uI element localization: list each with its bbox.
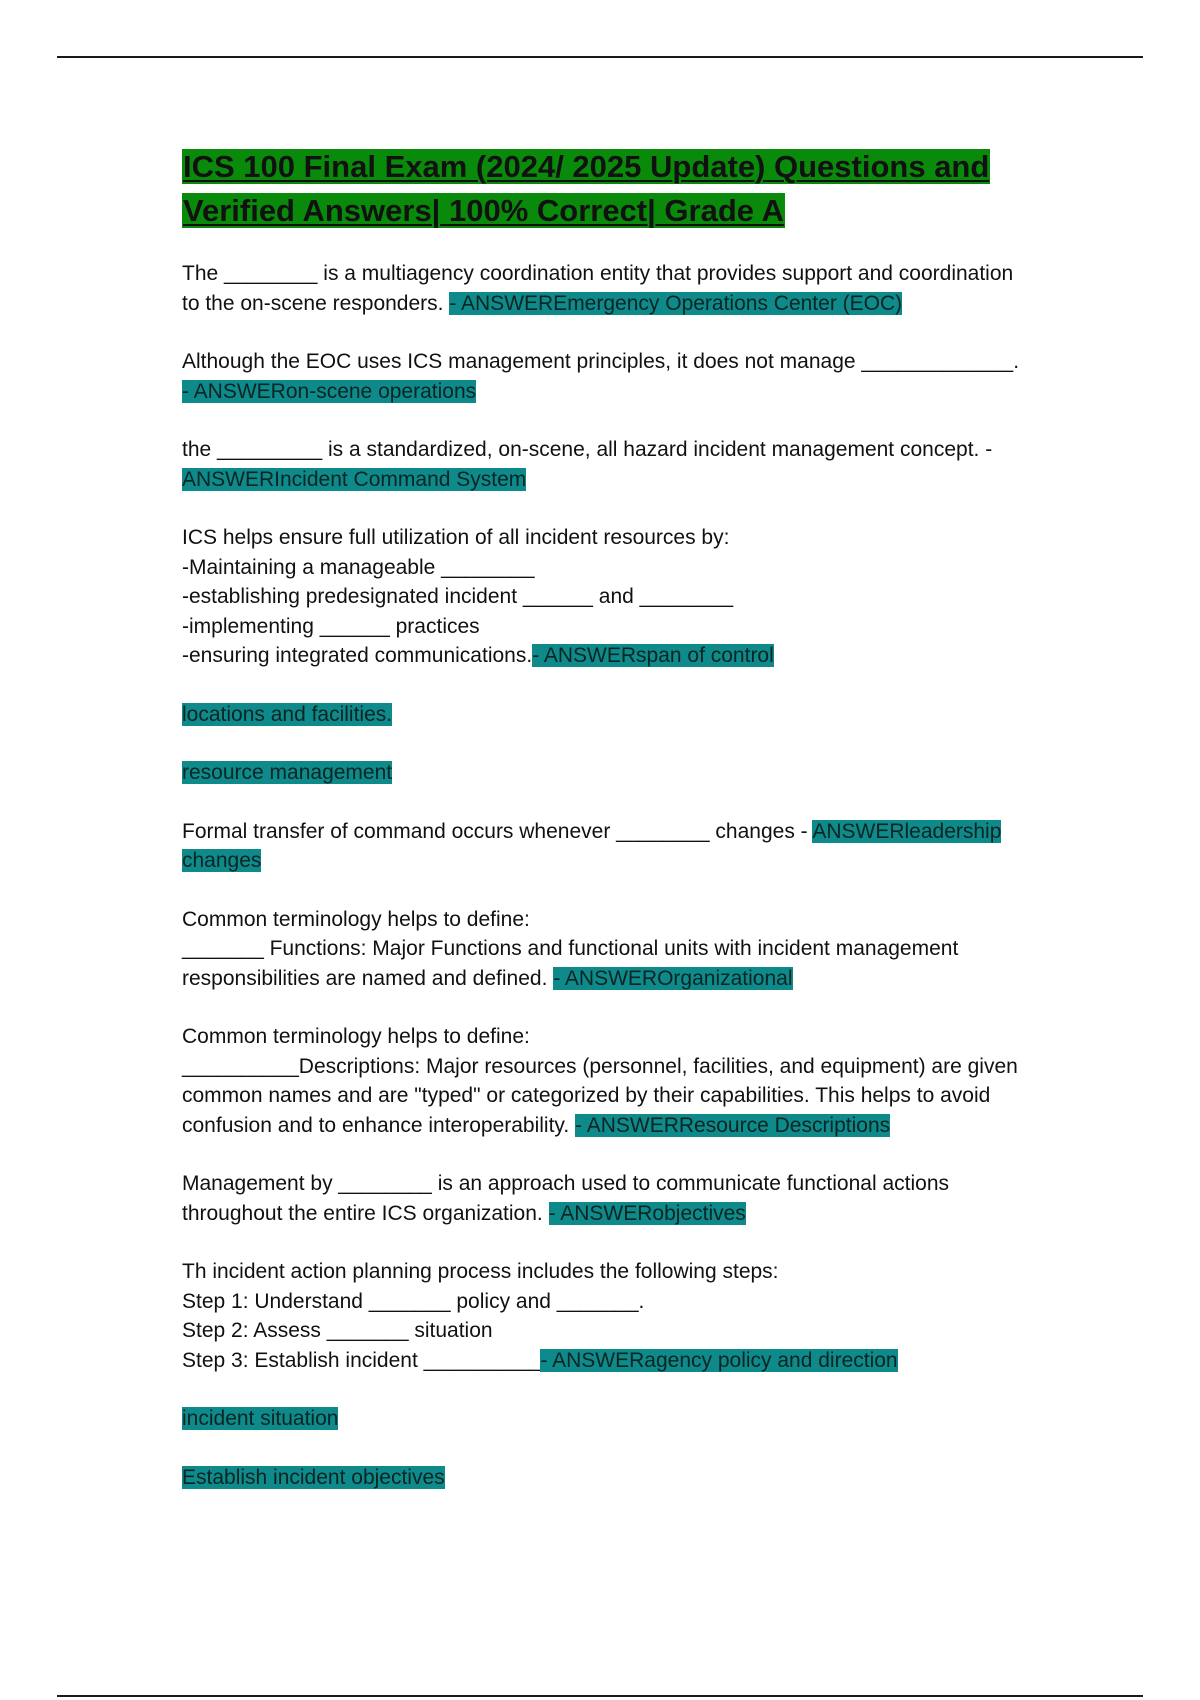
document-title-text: ICS 100 Final Exam (2024/ 2025 Update) Questions and Verified Answers| 100% Correct| Grade A bbox=[183, 149, 990, 228]
qa-item bbox=[182, 817, 1022, 876]
answer-highlight: - ANSWERagency policy and direction bbox=[540, 1348, 898, 1372]
answer-highlight: resource management bbox=[182, 761, 393, 784]
question-text: Common terminology helps to define: __________Descriptions: Major resources (personnel, facilities, and equipment) are given common names and are "typed" or categorized by their capabilities. This helps to avoid confusion and to enhance interoperability. bbox=[182, 1025, 1018, 1137]
qa-item bbox=[182, 523, 1022, 671]
answer-highlight: - ANSWERobjectives bbox=[548, 1201, 746, 1225]
qa-item bbox=[182, 435, 1022, 494]
answer-highlight: ANSWERleadership changes bbox=[182, 819, 1002, 872]
question-text: Th incident action planning process includes the following steps: Step 1: Understand _______ policy and _______. Step 2: Assess _______ situation Step 3: Establish incident __________ bbox=[182, 1260, 779, 1372]
question-text: ICS helps ensure full utilization of all incident resources by: -Maintaining a manageable ________ -establishing predesignated incident ______ and ________ -implementing ______ practices -ensuring integrated communications. bbox=[182, 526, 734, 667]
answer-highlight: incident situation bbox=[182, 1407, 339, 1430]
question-text: Although the EOC uses ICS management principles, it does not manage _____________. bbox=[182, 350, 1025, 373]
qa-item bbox=[182, 1257, 1022, 1375]
question-text: The ________ is a multiagency coordination entity that provides support and coordination to the on-scene responders. bbox=[182, 262, 1020, 315]
top-rule bbox=[57, 56, 1143, 58]
question-text: Formal transfer of command occurs whenever ________ changes - bbox=[182, 819, 813, 843]
document-body bbox=[182, 145, 1025, 1521]
answer-highlight: locations and facilities. bbox=[182, 702, 393, 726]
answer-line bbox=[182, 1404, 1022, 1434]
answer-line bbox=[182, 1463, 1022, 1493]
answer-highlight: - ANSWEROrganizational bbox=[553, 966, 793, 990]
answer-highlight: - ANSWERon-scene operations bbox=[182, 379, 477, 403]
answer-line bbox=[182, 700, 1022, 730]
question-text: Management by ________ is an approach used to communicate functional actions throughout the entire ICS organization. bbox=[182, 1172, 955, 1225]
answer-highlight: ANSWERIncident Command System bbox=[182, 467, 527, 491]
question-text: the _________ is a standardized, on-scene, all hazard incident management concept. - bbox=[182, 438, 997, 461]
qa-item bbox=[182, 347, 1025, 406]
qa-item bbox=[182, 259, 1022, 318]
answer-highlight: - ANSWERResource Descriptions bbox=[575, 1113, 891, 1137]
qa-item bbox=[182, 905, 1022, 994]
answer-highlight: - ANSWERspan of control bbox=[532, 644, 774, 667]
answer-line bbox=[182, 758, 1022, 788]
document-title bbox=[182, 145, 1022, 233]
bottom-rule bbox=[57, 1695, 1143, 1697]
answer-highlight: - ANSWEREmergency Operations Center (EOC) bbox=[449, 291, 903, 315]
question-text: Common terminology helps to define: _______ Functions: Major Functions and functional units with incident management responsibilities are named and defined. bbox=[182, 907, 959, 990]
qa-item bbox=[182, 1169, 1022, 1228]
qa-item bbox=[182, 1022, 1022, 1140]
answer-highlight: Establish incident objectives bbox=[182, 1465, 445, 1489]
